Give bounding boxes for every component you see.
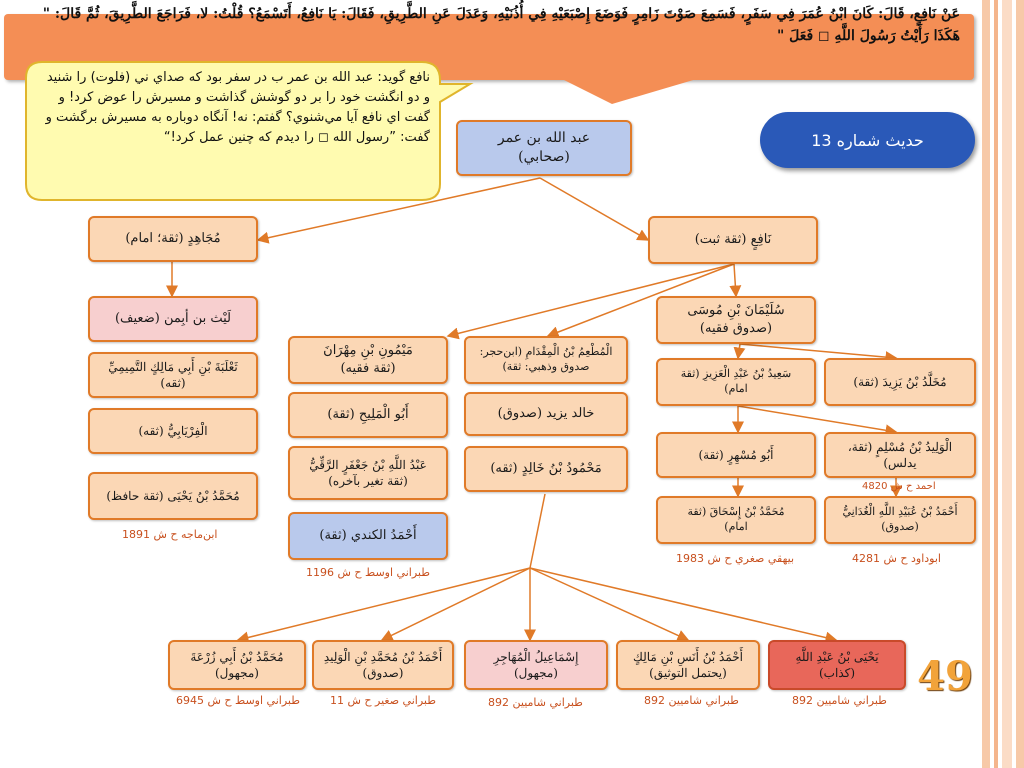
node-label: سُلَيْمَانَ بْنِ مُوسَى (صدوق فقيه) <box>687 303 785 336</box>
node-label: عبد الله بن عمر (صحابي) <box>497 130 591 165</box>
source-bayhaqi: بيهقي صغري ح ش 1983 <box>676 552 795 565</box>
node-abdullah-ibn-umar <box>456 120 632 176</box>
node-abdullah-raqqi <box>288 446 448 500</box>
node-label: خالد يزيد (صدوق) <box>497 406 595 422</box>
node-label: مَحْمُودُ بْنُ خَالِدٍ (ثقه) <box>490 461 602 477</box>
node-khalid-yazid <box>464 392 628 436</box>
node-label: أَحْمَدُ بْنُ عُبَيْدِ اللَّهِ الْغُدَانِيُّ (صدوق) <box>842 505 958 533</box>
node-label: مُخَلَّدُ بْنُ يَزِيدَ (ثقة) <box>853 374 947 389</box>
node-label: لَيْث بن أبِمن (ضعيف) <box>114 311 232 327</box>
node-label: مُجَاهِدٍ (ثقة؛ امام) <box>125 231 221 247</box>
node-label: الْوَلِيدُ بْنُ مُسْلِمٍ (ثقة، يدلس) <box>847 439 953 470</box>
node-label: عَبْدُ اللَّهِ بْنُ جَعْفَرٍ الرَّقِّيُّ (ثقة تغير بآخره) <box>309 457 427 488</box>
node-label: أَحْمَدُ بْنُ مُحَمَّدِ بْنِ الْوَلِيدِ (صدوق) <box>323 649 443 680</box>
node-label: يَحْيَى بْنُ عَبْدِ اللَّهِ (كذاب) <box>795 649 879 680</box>
node-muhammad-ishaq <box>656 496 816 544</box>
node-ahmad-kindi <box>288 512 448 560</box>
source-tabarani-awsat-6945: طبراني اوسط ح ش 6945 <box>176 694 300 707</box>
source-tabarani-awsat-1196: طبراني اوسط ح ش 1196 <box>306 566 430 579</box>
node-firyabi <box>88 408 258 454</box>
node-label: أَبُو الْمَلِيحِ (ثقة) <box>327 407 409 423</box>
node-abu-mushir <box>656 432 816 478</box>
persian-translation-text: نافع گويد: عبد الله بن عمر ب در سفر بود كه صداي ني (فلوت) را شنيد و دو انگشت خود را بر دو گوشش گذاشت و مسيرش را عوض كرد! و گفت اي نافع آيا مي‌شنوي؟ گفتم: نه! آنگاه دوباره به مسيرش برگشت و گفت: ”رسول الله ◻ را ديدم كه چنين عمل كرد!“ <box>45 70 430 146</box>
node-label: أَحْمَدُ بْنُ أَنَسِ بْنِ مَالِكٍ (يحتمل التوثيق) <box>632 649 744 680</box>
node-ahmad-ghudani <box>824 496 976 544</box>
node-label: نَافِعٍ (ثقة ثبت) <box>694 232 772 248</box>
node-said <box>656 358 816 406</box>
node-abu-malih <box>288 392 448 438</box>
node-label: مُحَمَّدُ بْنُ إِسْحَاقَ (ثقة امام) <box>687 505 785 533</box>
node-nafi <box>648 216 818 264</box>
node-label: سَعِيدُ بْنُ عَبْدِ الْعَزِيزِ (ثقة امام) <box>680 367 792 395</box>
node-label: الْمُطْعِمُ بْنُ الْمِقْدَامِ (ابن‌حجر: صدوق وذهبي: ثقة) <box>479 345 613 373</box>
source-tabarani-saghir: طبراني صغير ح ش 11 <box>330 694 436 707</box>
node-label: أَبُو مُسْهِرٍ (ثقة) <box>698 447 774 462</box>
hadith-number-badge: حديث شماره 13 <box>760 112 975 168</box>
node-muhammad-yahya <box>88 472 258 520</box>
node-yahya-abdullah <box>768 640 906 690</box>
node-label: مَيْمُونِ بْنِ مِهْرَانَ (ثقة فقيه) <box>323 343 413 376</box>
hadith-arabic-text: عَنْ نَافِعٍ، قَالَ: كَانَ ابْنُ عُمَرَ فِي سَفَرٍ، فَسَمِعَ صَوْتَ زَامِرٍ فَوَضَعَ إِصْبَعَيْهِ فِي أُذُنَيْهِ، وَعَدَلَ عَنِ الطَّرِيقِ، فَقَالَ: يَا نَافِعُ، أَتَسْمَعُ؟ قُلْتُ: لا، فَرَاجَعَ الطَّرِيقَ، ثُمَّ قَالَ: " هَكَذَا رَأَيْتُ رَسُولَ اللَّهِ ◻ فَعَلَ " <box>42 6 960 44</box>
node-mujahid <box>88 216 258 262</box>
node-muhammad-abi-zura <box>168 640 306 690</box>
source-abu-dawud: ابوداود ح ش 4281 <box>852 552 941 565</box>
node-label: الْفِرْيَابِيُّ (ثقه) <box>138 423 208 438</box>
node-label: ثَعْلَبَةَ بْنِ أَبِي مَالِكٍ التَّمِيمِيِّ (ثقه) <box>108 359 238 390</box>
node-walid <box>824 432 976 478</box>
page-number: 49 <box>917 652 973 700</box>
source-tabarani-shamiyin: طبراني شاميين 892 <box>488 696 583 709</box>
node-ahmad-anas <box>616 640 760 690</box>
node-thalaba <box>88 352 258 398</box>
node-label: أَحْمَدُ الكندي (ثقة) <box>319 528 417 544</box>
source-ibn-majah: ابن‌ماجه ح ش 1891 <box>122 528 218 541</box>
node-layth <box>88 296 258 342</box>
node-ismail-muhajir <box>464 640 608 690</box>
source-ahmad: احمد ح ش 4820 <box>862 481 936 492</box>
node-mahmud <box>464 446 628 492</box>
node-makhlad <box>824 358 976 406</box>
node-sulayman <box>656 296 816 344</box>
node-label: مُحَمَّدُ بْنُ يَحْيَى (ثقة حافظ) <box>106 488 240 503</box>
node-ahmad-walid <box>312 640 454 690</box>
source-tabarani-shamiyin: طبراني شاميين 892 <box>644 694 739 707</box>
node-label: مُحَمَّدُ بْنُ أَبِي زُرْعَةَ (مجهول) <box>190 649 284 680</box>
source-tabarani-shamiyin: طبراني شاميين 892 <box>792 694 887 707</box>
node-mutim <box>464 336 628 384</box>
node-maymun <box>288 336 448 384</box>
node-label: إِسْمَاعِيلُ الْمُهَاجِرِ (مجهول) <box>493 649 579 680</box>
